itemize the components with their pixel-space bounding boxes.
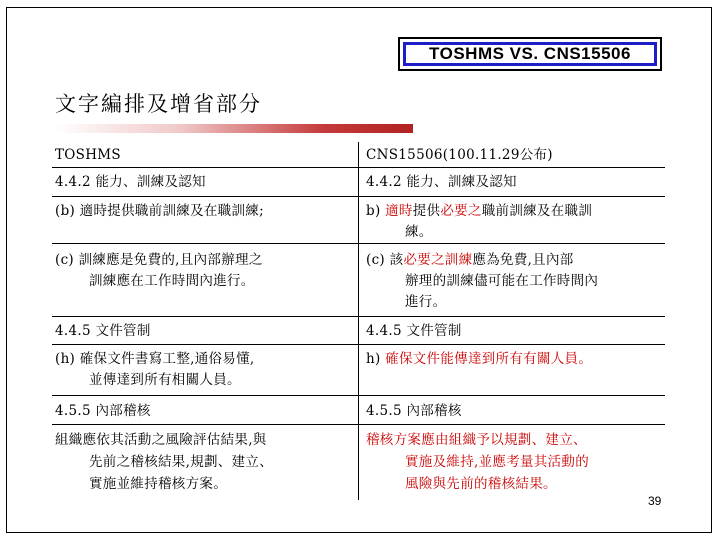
right-item-c-rest: 應為免費,且內部 (472, 252, 574, 268)
right-item-c-line2: 辦理的訓練儘可能在工作時間內 (405, 273, 599, 289)
right-item-c-line3: 進行。 (405, 294, 447, 310)
right-item-h (366, 349, 592, 370)
left-audit-line3: 實施並維持稽核方案。 (89, 476, 227, 492)
left-clause-445: 4.4.5 文件管制 (55, 323, 151, 339)
left-audit-line1: 組織應依其活動之風險評估結果,與 (55, 432, 267, 448)
header-badge-text: TOSHMS VS. CNS15506 (403, 42, 657, 66)
left-item-h-line2: 並傳達到所有相關人員。 (89, 372, 241, 388)
row-separator (359, 167, 665, 168)
row-separator (359, 243, 665, 244)
left-item-c-line2: 訓練應在工作時間內進行。 (89, 273, 255, 289)
header-badge (398, 37, 662, 71)
right-clause-445: 4.4.5 文件管制 (366, 323, 462, 339)
row-separator (359, 196, 665, 197)
right-item-b-highlight-necessary: 必要之 (440, 203, 482, 219)
left-clause-455: 4.5.5 內部稽核 (55, 403, 151, 419)
row-separator (52, 424, 358, 425)
right-item-b-rest: 職前訓練及在職訓 (481, 203, 593, 219)
right-item-b-prefix: b) (366, 203, 386, 219)
left-clause-442: 4.4.2 能力、訓練及認知 (55, 174, 206, 190)
right-audit-line2: 實施及維持,並應考量其活動的 (405, 454, 589, 470)
left-item-b: (b) 適時提供職前訓練及在職訓練; (55, 203, 264, 219)
row-separator (52, 395, 358, 396)
row-separator (52, 243, 358, 244)
right-item-b-highlight-timely: 適時 (385, 203, 413, 219)
right-item-c-line1 (366, 250, 574, 271)
right-audit-line3: 風險與先前的稽核結果。 (405, 476, 557, 492)
row-separator (52, 167, 358, 168)
right-item-c-highlight: 必要之訓練 (403, 252, 473, 268)
right-item-b-line1 (366, 201, 592, 222)
left-audit-line2: 先前之稽核結果,規劃、建立、 (89, 454, 273, 470)
right-item-c-prefix: (c) 該 (366, 252, 404, 268)
title-underline-bar (55, 124, 413, 133)
row-separator (359, 395, 665, 396)
right-item-b-provide: 提供 (412, 203, 441, 219)
left-item-h-line1: (h) 確保文件書寫工整,通俗易懂, (55, 351, 255, 367)
right-audit-line1: 稽核方案應由組織予以規劃、建立、 (366, 432, 587, 448)
left-column-heading: TOSHMS (55, 147, 121, 163)
page-title: 文字編排及增省部分 (55, 92, 262, 116)
right-clause-455: 4.5.5 內部稽核 (366, 403, 462, 419)
right-item-b-line2: 練。 (405, 224, 433, 240)
left-item-c-line1: (c) 訓練應是免費的,且內部辦理之 (55, 252, 263, 268)
page-number: 39 (648, 494, 662, 508)
row-separator (359, 344, 665, 345)
row-separator (52, 196, 358, 197)
right-item-h-prefix: h) (366, 351, 386, 367)
right-clause-442: 4.4.2 能力、訓練及認知 (366, 174, 517, 190)
row-separator (359, 424, 665, 425)
row-separator (52, 344, 358, 345)
row-separator (359, 316, 665, 317)
right-column-heading: CNS15506(100.11.29公布) (366, 147, 553, 163)
right-item-h-highlight: 確保文件能傳達到所有有關人員。 (385, 351, 593, 367)
row-separator (52, 316, 358, 317)
